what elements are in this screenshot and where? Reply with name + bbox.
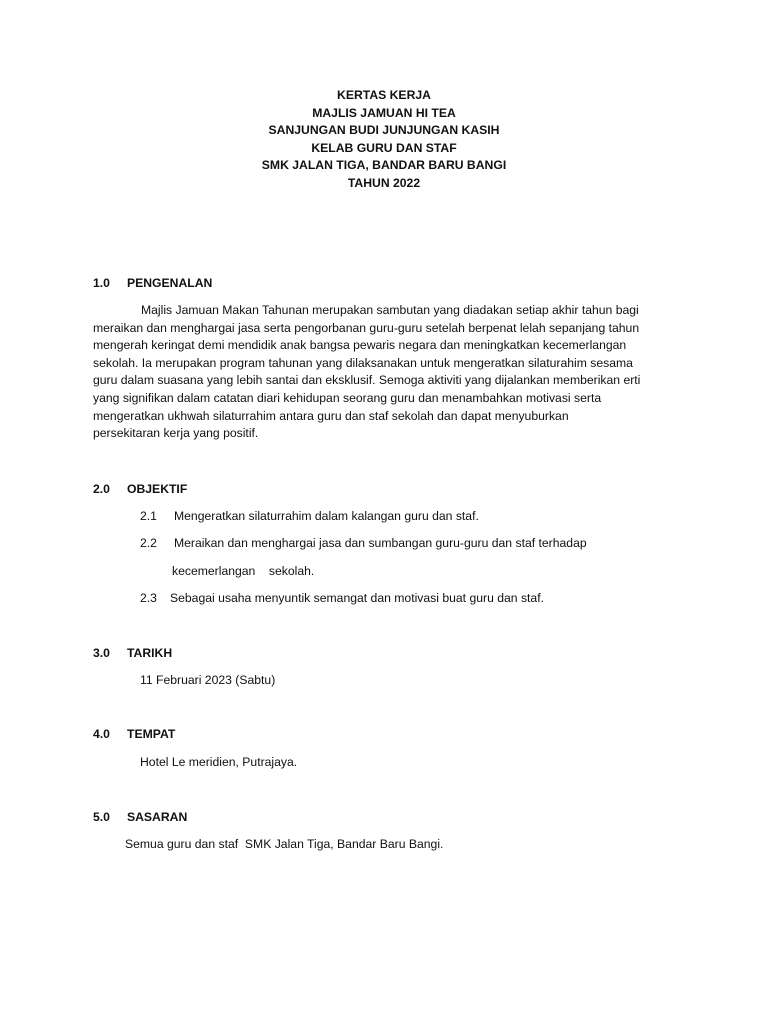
objective-item xyxy=(140,536,587,550)
section-heading-pengenalan xyxy=(93,276,212,290)
document-title-block xyxy=(0,87,768,192)
section-title: SASARAN xyxy=(127,810,188,824)
objective-text: Meraikan dan menghargai jasa dan sumbangan guru-guru dan staf terhadap xyxy=(174,536,587,550)
section-heading-tarikh xyxy=(93,646,172,660)
tempat-value: Hotel Le meridien, Putrajaya. xyxy=(140,755,298,769)
section-number: 2.0 xyxy=(93,482,110,496)
section-title: OBJEKTIF xyxy=(127,482,188,496)
title-line-6: TAHUN 2022 xyxy=(347,175,421,190)
section-number: 3.0 xyxy=(93,646,110,660)
paragraph-line: guru dalam suasana yang lebih santai dan eksklusif. Semoga aktiviti yang dijalankan memberikan erti xyxy=(93,373,641,388)
section-number: 5.0 xyxy=(93,810,110,824)
pengenalan-paragraph xyxy=(93,302,683,443)
paragraph-line: mengerah keringat demi mendidik anak bangsa pewaris negara dan meningkatkan kecemerlangan xyxy=(93,338,627,353)
title-line-3: SANJUNGAN BUDI JUNJUNGAN KASIH xyxy=(268,123,500,137)
section-title: TEMPAT xyxy=(127,727,176,741)
paragraph-line: persekitaran kerja yang positif. xyxy=(93,426,259,441)
paragraph-line: sekolah. Ia merupakan program tahunan yang dilaksanakan untuk mengeratkan silaturahim sesama xyxy=(93,355,633,370)
objective-text: Sebagai usaha menyuntik semangat dan motivasi buat guru dan staf. xyxy=(170,591,544,605)
section-number: 4.0 xyxy=(93,727,110,741)
section-title: PENGENALAN xyxy=(127,276,213,290)
paragraph-line: Majlis Jamuan Makan Tahunan merupakan sambutan yang diadakan setiap akhir tahun bagi xyxy=(141,303,639,317)
tarikh-value: 11 Februari 2023 (Sabtu) xyxy=(140,673,276,687)
paragraph-line: mengeratkan ukhwah silaturrahim antara guru dan staf sekolah dan dapat menyuburkan xyxy=(93,408,569,423)
objective-number: 2.3 xyxy=(140,591,157,605)
objective-continuation: kecemerlangan sekolah. xyxy=(172,564,315,578)
objective-text: Mengeratkan silaturrahim dalam kalangan guru dan staf. xyxy=(174,509,479,523)
objective-number: 2.1 xyxy=(140,509,157,523)
section-heading-tempat xyxy=(93,727,175,741)
objective-number: 2.2 xyxy=(140,536,157,550)
title-line-1: KERTAS KERJA xyxy=(337,88,431,102)
sasaran-value: Semua guru dan staf SMK Jalan Tiga, Bandar Baru Bangi. xyxy=(125,837,444,851)
title-line-2: MAJLIS JAMUAN HI TEA xyxy=(312,105,456,120)
objective-item xyxy=(140,509,479,523)
title-line-4: KELAB GURU DAN STAF xyxy=(311,140,457,155)
objective-item xyxy=(140,591,544,605)
section-heading-objektif xyxy=(93,482,187,496)
section-heading-sasaran xyxy=(93,810,187,824)
section-title: TARIKH xyxy=(127,646,173,660)
paragraph-line: yang signifikan dalam catatan diari kehidupan seorang guru dan menambahkan motivasi serta xyxy=(93,390,602,405)
title-line-5: SMK JALAN TIGA, BANDAR BARU BANGI xyxy=(261,158,507,172)
paragraph-line: meraikan dan menghargai jasa serta pengorbanan guru-guru setelah berpenat lelah sepanjang tahun xyxy=(93,320,640,335)
section-number: 1.0 xyxy=(93,276,110,290)
